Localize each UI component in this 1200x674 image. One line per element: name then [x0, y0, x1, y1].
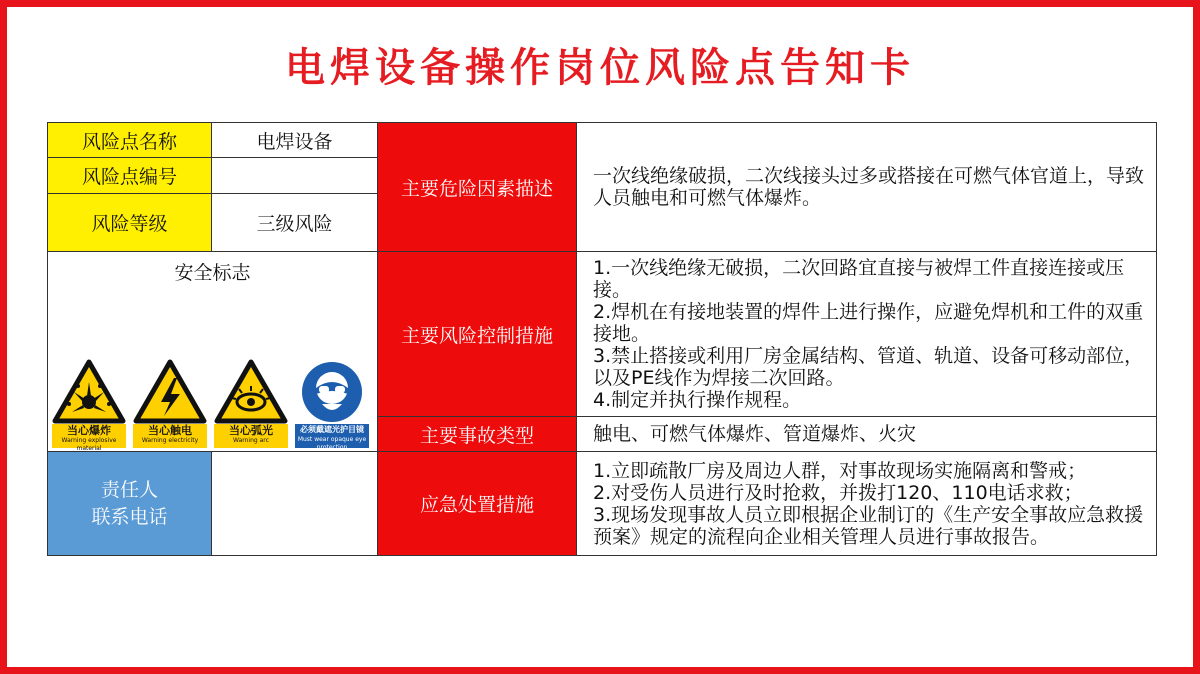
control-label: 主要风险控制措施: [378, 252, 577, 417]
risk-level-label: 风险等级: [48, 194, 212, 252]
control-item: 3.禁止搭接或利用厂房金属结构、管道、轨道、设备可移动部位，以及PE线作为焊接二次回路。: [593, 345, 1144, 389]
risk-level-value: 三级风险: [212, 194, 378, 252]
risk-name-label: 风险点名称: [48, 123, 212, 158]
emergency-item: 2.对受伤人员进行及时抢救，并拨打120、110电话求救；: [593, 481, 1083, 504]
sign-electric: [133, 358, 207, 450]
emergency-measures: [577, 452, 1157, 556]
sign-electric-label: 当心触电 Warning electricity: [133, 424, 207, 448]
hazard-label: 主要危险因素描述: [378, 123, 577, 252]
eye-protection-mandatory-icon: [295, 358, 369, 424]
risk-name-value: 电焊设备: [212, 123, 378, 158]
sign-explosion-label: 当心爆炸 Warning explosive material: [52, 424, 126, 448]
responsible-person-label: 责任人: [100, 478, 158, 501]
explosion-warning-icon: [52, 358, 126, 424]
risk-code-value: [212, 158, 378, 194]
sign-explosion: [52, 358, 126, 450]
responsible-label: [48, 452, 212, 556]
risk-card-table: [47, 122, 1157, 556]
safety-signs-row: [52, 358, 372, 450]
safety-signs-title: 安全标志: [174, 262, 251, 284]
sign-arc: [214, 358, 288, 450]
risk-code-label: 风险点编号: [48, 158, 212, 194]
accident-label: 主要事故类型: [378, 417, 577, 452]
control-item: 1.一次线绝缘无破损，二次回路宜直接与被焊工件直接连接或压接。: [593, 257, 1125, 301]
accident-text: 触电、可燃气体爆炸、管道爆炸、火灾: [593, 423, 917, 445]
sign-arc-label: 当心弧光 Warning arc: [214, 424, 288, 448]
control-item: 2.焊机在有接地装置的焊件上进行操作，应避免焊机和工件的双重接地。: [593, 301, 1144, 345]
accident-types: [577, 417, 1157, 452]
emergency-item: 3.现场发现事故人员立即根据企业制订的《生产安全事故应急救援预案》规定的流程向企业相关管理人员进行事故报告。: [593, 503, 1144, 548]
hazard-text: 一次线绝缘破损，二次线接头过多或搭接在可燃气体官道上，导致人员触电和可燃气体爆炸。: [593, 165, 1145, 209]
arc-warning-icon: [214, 358, 288, 424]
contact-phone-label: 联系电话: [91, 505, 168, 528]
control-item: 4.制定并执行操作规程。: [593, 389, 802, 411]
control-measures: [577, 252, 1157, 417]
responsible-value: [212, 452, 378, 556]
sign-eye-protection: [295, 358, 369, 450]
electric-shock-warning-icon: [133, 358, 207, 424]
emergency-label: 应急处置措施: [378, 452, 577, 556]
emergency-item: 1.立即疏散厂房及周边人群，对事故现场实施隔离和警戒；: [593, 459, 1087, 482]
hazard-description: [577, 123, 1157, 252]
safety-signs-panel: [48, 252, 378, 452]
sign-eye-protection-label: 必须戴遮光护目镜 Must wear opaque eye protection: [295, 424, 369, 448]
page-title: 电焊设备操作岗位风险点告知卡: [285, 45, 915, 91]
